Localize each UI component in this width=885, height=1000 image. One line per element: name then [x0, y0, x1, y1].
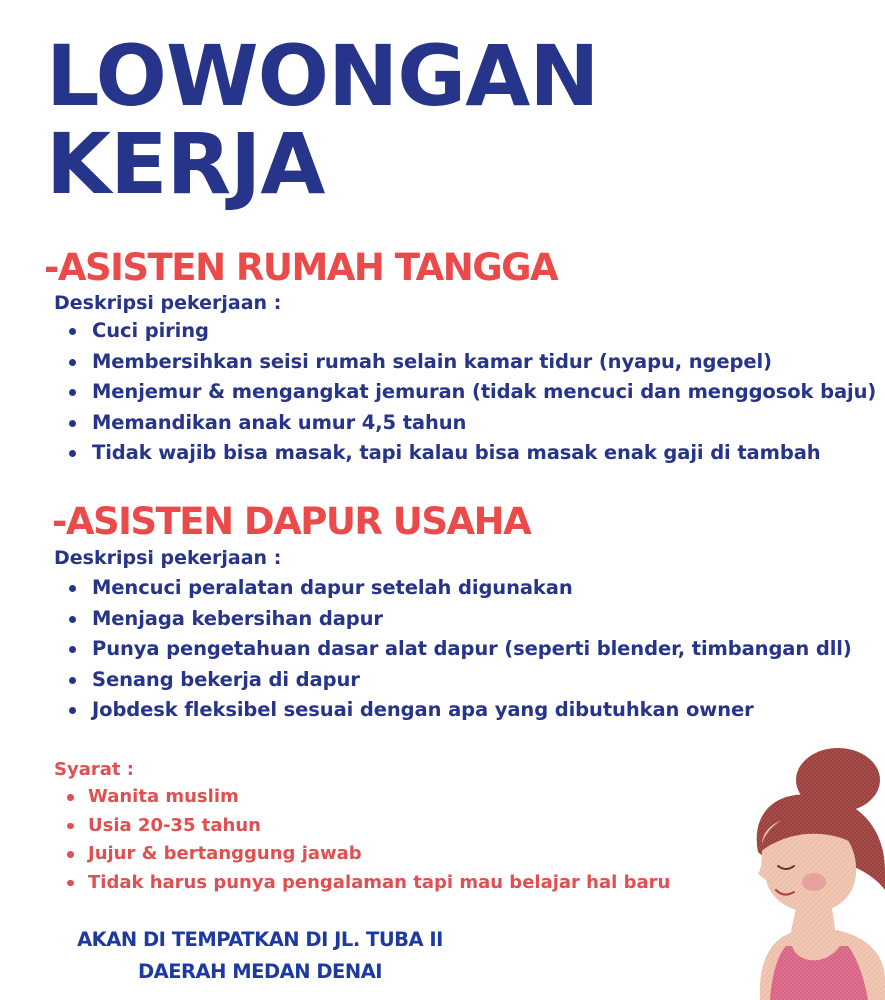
- bullet-icon: [69, 359, 76, 366]
- bullet-icon: [67, 851, 74, 858]
- list-item: Senang bekerja di dapur: [66, 665, 852, 696]
- list-item: Menjaga kebersihan dapur: [66, 604, 852, 635]
- list-item: Memandikan anak umur 4,5 tahun: [66, 408, 876, 439]
- bullet-icon: [69, 616, 76, 623]
- list-item: Tidak wajib bisa masak, tapi kalau bisa masak enak gaji di tambah: [66, 438, 876, 469]
- title-line-2: KERJA: [46, 115, 325, 213]
- location-note: [40, 924, 480, 988]
- list-item: Jobdesk fleksibel sesuai dengan apa yang dibutuhkan owner: [66, 695, 852, 726]
- bullet-icon: [69, 389, 76, 396]
- bullet-icon: [69, 585, 76, 592]
- list-item: Usia 20-35 tahun: [62, 812, 670, 841]
- list-item: Jujur & bertanggung jawab: [62, 840, 670, 869]
- bullet-icon: [69, 450, 76, 457]
- job-title-asisten-rumah-tangga: -ASISTEN RUMAH TANGGA: [44, 246, 558, 289]
- list-item: Punya pengetahuan dasar alat dapur (seperti blender, timbangan dll): [66, 634, 852, 665]
- job-2-description-label: Deskripsi pekerjaan :: [54, 547, 282, 569]
- list-item: Membersihkan seisi rumah selain kamar tidur (nyapu, ngepel): [66, 347, 876, 378]
- bullet-icon: [67, 794, 74, 801]
- job-2-duties-list: [66, 573, 852, 726]
- job-1-duties-list: [66, 316, 876, 469]
- bullet-icon: [69, 420, 76, 427]
- bullet-icon: [69, 328, 76, 335]
- bullet-icon: [69, 677, 76, 684]
- location-line-1: AKAN DI TEMPATKAN DI JL. TUBA II: [77, 928, 443, 951]
- bullet-icon: [67, 823, 74, 830]
- list-item: Mencuci peralatan dapur setelah digunakan: [66, 573, 852, 604]
- list-item: Cuci piring: [66, 316, 876, 347]
- title-line-1: LOWONGAN: [46, 27, 599, 125]
- location-line-2: DAERAH MEDAN DENAI: [137, 960, 383, 983]
- list-item: Menjemur & mengangkat jemuran (tidak mencuci dan menggosok baju): [66, 377, 876, 408]
- page-title: [46, 27, 599, 213]
- bullet-icon: [69, 707, 76, 714]
- requirements-label: Syarat :: [54, 759, 134, 780]
- cheek: [802, 873, 826, 891]
- list-item: Wanita muslim: [62, 783, 670, 812]
- job-title-asisten-dapur-usaha: -ASISTEN DAPUR USAHA: [52, 500, 531, 543]
- bullet-icon: [67, 880, 74, 887]
- woman-illustration: [740, 740, 885, 1000]
- bullet-icon: [69, 646, 76, 653]
- job-1-description-label: Deskripsi pekerjaan :: [54, 292, 282, 314]
- list-item: Tidak harus punya pengalaman tapi mau belajar hal baru: [62, 869, 670, 898]
- requirements-list: [62, 783, 670, 897]
